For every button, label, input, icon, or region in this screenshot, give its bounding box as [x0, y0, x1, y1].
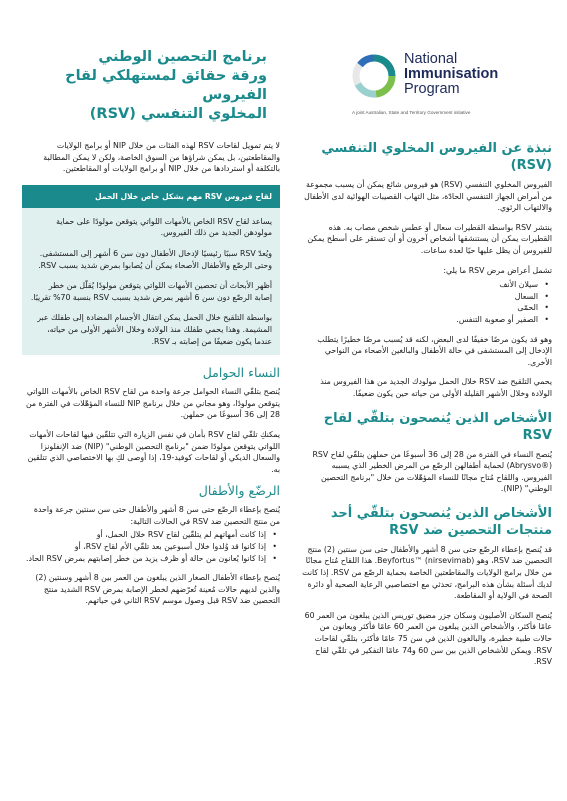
list-item: • إذا كانت أمهاتهم لم يتلقّين لقاح RSV خلال الحمل، أو	[22, 529, 280, 541]
nip-logo	[352, 50, 552, 120]
pregnancy-callout	[22, 185, 280, 355]
left-column	[22, 140, 280, 615]
who-product-paragraph-2: يُنصح السكان الأصليون وسكان جزر مضيق توريس الذين يبلغون من العمر 60 عامًا فأكثر، والأشخاص الذين يبلغون من العمر 60 عامًا فأكثر ويعانون من حالات طبية خطيرة، والبالغون الذين في سن 75 عامًا فأكثر، بتلقّي لقاحات RSV. ويمكن للأشخاص الذين بين سن 60 و74 عامًا التفكير في تلقّي لقاح RSV.	[304, 610, 552, 667]
heading-about-rsv: نبذة عن الفيروس المخلوي التنفسي (RSV)	[321, 141, 552, 173]
heading-infants: الرضّع والأطفال	[198, 483, 280, 499]
callout-paragraph-1: يساعد لقاح RSV الخاص بالأمهات اللواتي يتوقعن مولودًا على حماية مولودهن الجديد من ذلك الفيروس.	[56, 216, 272, 238]
logo-subtitle: A joint Australian, State and Territory Government initiative	[352, 110, 471, 115]
logo-line2: Immunisation	[404, 66, 499, 82]
who-product-paragraph-1: قد يُنصح بإعطاء الرضّع حتى سن 8 أشهر والأطفال حتى سن سنتين (2) منتج التحصين ضد RSV، وهو Beyfortus™ (nirsevimab). هذا اللقاح مُتاح مجانًا من خلال برامج الولايات والمقاطعتين الخاصة بحماية الرضّع من RSV. إذا كانت لديك أسئلة بشأن هذه البرامج، تحدثي مع اختصاصيي الرعاية الصحية أو دائرة الصحة في الولاية أو المقاطعة.	[302, 544, 552, 601]
infants-paragraph-2: يُنصح بإعطاء الأطفال الصغار الذين يبلغون من العمر بين 8 أشهر وسنتين (2) والذين لديهم حالات مُعينة تُعرّضهم لخطر الإصابة بمرض RSV الشديد منتج التحصين ضد RSV قبل وصول موسم RSV الثاني في حياتهم.	[35, 573, 280, 606]
pregnant-paragraph-1: يُنصح بتلقّي النساء الحوامل جرعة واحدة من لقاح RSV الخاص بالأمهات اللواتي يتوقعن مولودًا، وهو مجاني من خلال برنامج NIP للنساء المؤهّلات في الفترة من 28 إلى 36 أسبوعًا من حملهن.	[25, 387, 280, 420]
who-vaccine-paragraph: يُنصح النساء في الفترة من 28 إلى 36 أسبوعًا من حملهن بتلقّي لقاح RSV (Abrysvo®) لحماية أطفالهن الرضّع من المرض الخطير الذي يسببه الفيروس. واللقاح مُتاح مجانًا للنساء المؤهّلات من خلال "برنامج التحصين الوطني" (NIP).	[312, 449, 552, 494]
list-item: • سيلان الأنف	[302, 279, 552, 291]
funding-paragraph: لا يتم تمويل لقاحات RSV لهذه الفئات من خلال NIP أو برامج الولايات والمقاطعتين، بل يمكن شراؤها من السوق الخاصة، ولكن لا يمكن المطالبة بالتكلفة أو استردادها من خلال NIP أو برامج الولايات أو المقاطعتين.	[43, 141, 280, 174]
about-paragraph-2: ينتشر RSV بواسطة القطيرات سعال أو عطس شخص مصاب به. هذه القطيرات يمكن أن يستنشقها أشخاص آخرون أو أن تستقر على أسطح يمكن للفيروس أن يظل عليها حيًا لعدة ساعات.	[307, 222, 552, 255]
title-line1: برنامج التحصين الوطني	[98, 49, 267, 65]
infants-paragraph-1: يُنصح بإعطاء الرضّع حتى سن 8 أشهر والأطفال حتى سن سنتين جرعة واحدة من منتج التحصين ضد RSV في الحالات التالية:	[33, 505, 280, 526]
list-item: • الحمّى	[302, 302, 552, 314]
heading-who-vaccine: الأشخاص الذين يُنصحون بتلقّي لقاح RSV	[323, 410, 552, 443]
callout-paragraph-3: أظهر الأبحاث أن تحصين الأمهات اللواتي يتوقعن مولودًا يُقلّل من خطر إصابة الرضّع دون سن 6 أشهر بمرض شديد بسبب RSV بنسبة 70% تقريبًا.	[30, 281, 272, 302]
infant-cases-list	[22, 529, 280, 564]
about-paragraph-1: الفيروس المخلوي التنفسي (RSV) هو فيروس شائع يمكن أن يسبب مجموعة من أمراض الجهاز التنفسي الحادّة، مثل التهاب القصيبات الهوائية لدى الأطفال والالتهاب الرئوي.	[304, 180, 552, 213]
symptoms-list	[302, 279, 552, 325]
nip-logo-icon	[352, 54, 396, 98]
list-item: • إذا كانوا قد وُلدوا خلال أسبوعين بعد تلقّي الأم لقاح RSV، أو	[22, 541, 280, 553]
title-line2: ورقة حقائق لمستهلكي لقاح الفيروس	[65, 68, 267, 103]
logo-wordmark	[404, 52, 498, 97]
about-paragraph-4: يحمي التلقيح ضد RSV خلال الحمل مولودك الجديد من هذا الفيروس منذ الولادة وخلال الأشهر القليلة الأولى من حياته حين يكون ضعيفًا.	[320, 377, 552, 398]
callout-paragraph-4: بواسطة التلقيح خلال الحمل يمكن انتقال الأجسام المضادة إلى طفلك عبر المشيمة. وهذا يحمي طفلك منذ الولادة وخلال الأشهر الأولى من حياته، عندما يكون ضعيفًا من إصابته بـ RSV.	[37, 313, 272, 346]
callout-title: لقاح فيروس RSV مهم بشكل خاص خلال الحمل	[22, 185, 280, 208]
title-line3: المخلوي التنفسي (RSV)	[89, 106, 267, 122]
heading-who-product: الأشخاص الذين يُنصحون بتلقّي أحد منتجات التحصين ضد RSV	[330, 505, 552, 538]
right-column	[302, 140, 552, 676]
list-item: • الصفير أو صعوبة التنفس.	[302, 314, 552, 326]
document-title	[37, 48, 267, 124]
logo-line1: National	[404, 51, 458, 67]
pregnant-paragraph-2: يمكنكِ تلقّي لقاح RSV بأمان في نفس الزيارة التي تتلقّين فيها لقاحات الأمهات اللواتي يتوقعن مولودًا ضمن "برنامج التحصين الوطني" (NIP) ضد الإنفلونزا والسعال الديكي أو لقاحات كوفيد-19، إذا أوصى لكِ بها الاختصاصي الذي تتلقين به.	[27, 429, 280, 474]
list-item: • السعال	[302, 291, 552, 303]
about-paragraph-3: وهو قد يكون مرضًا خفيفًا لدى البعض، لكنه قد يُسبب مرضًا خطيرًا يتطلب الإدخال إلى المستشفى في حالة الأطفال والبالغين الأصحاء من النواحي الأخرى.	[317, 334, 552, 367]
callout-paragraph-2: ويُعدّ RSV سببًا رئيسيًا لإدخال الأطفال دون سن 6 أشهر إلى المستشفى. وحتى الرضّع والأطفال الأصحاء يمكن أن يُصابوا بمرض شديد بسبب RSV.	[38, 248, 272, 270]
list-item: • إذا كانوا يُعانون من حالة أو ظرف يزيد من خطر إصابتهم بمرض RSV الحاد.	[22, 553, 280, 565]
heading-pregnant-women: النساء الحوامل	[202, 365, 280, 381]
symptoms-intro: تشمل أعراض مرض RSV ما يلي:	[443, 265, 552, 275]
logo-line3: Program	[404, 81, 460, 97]
